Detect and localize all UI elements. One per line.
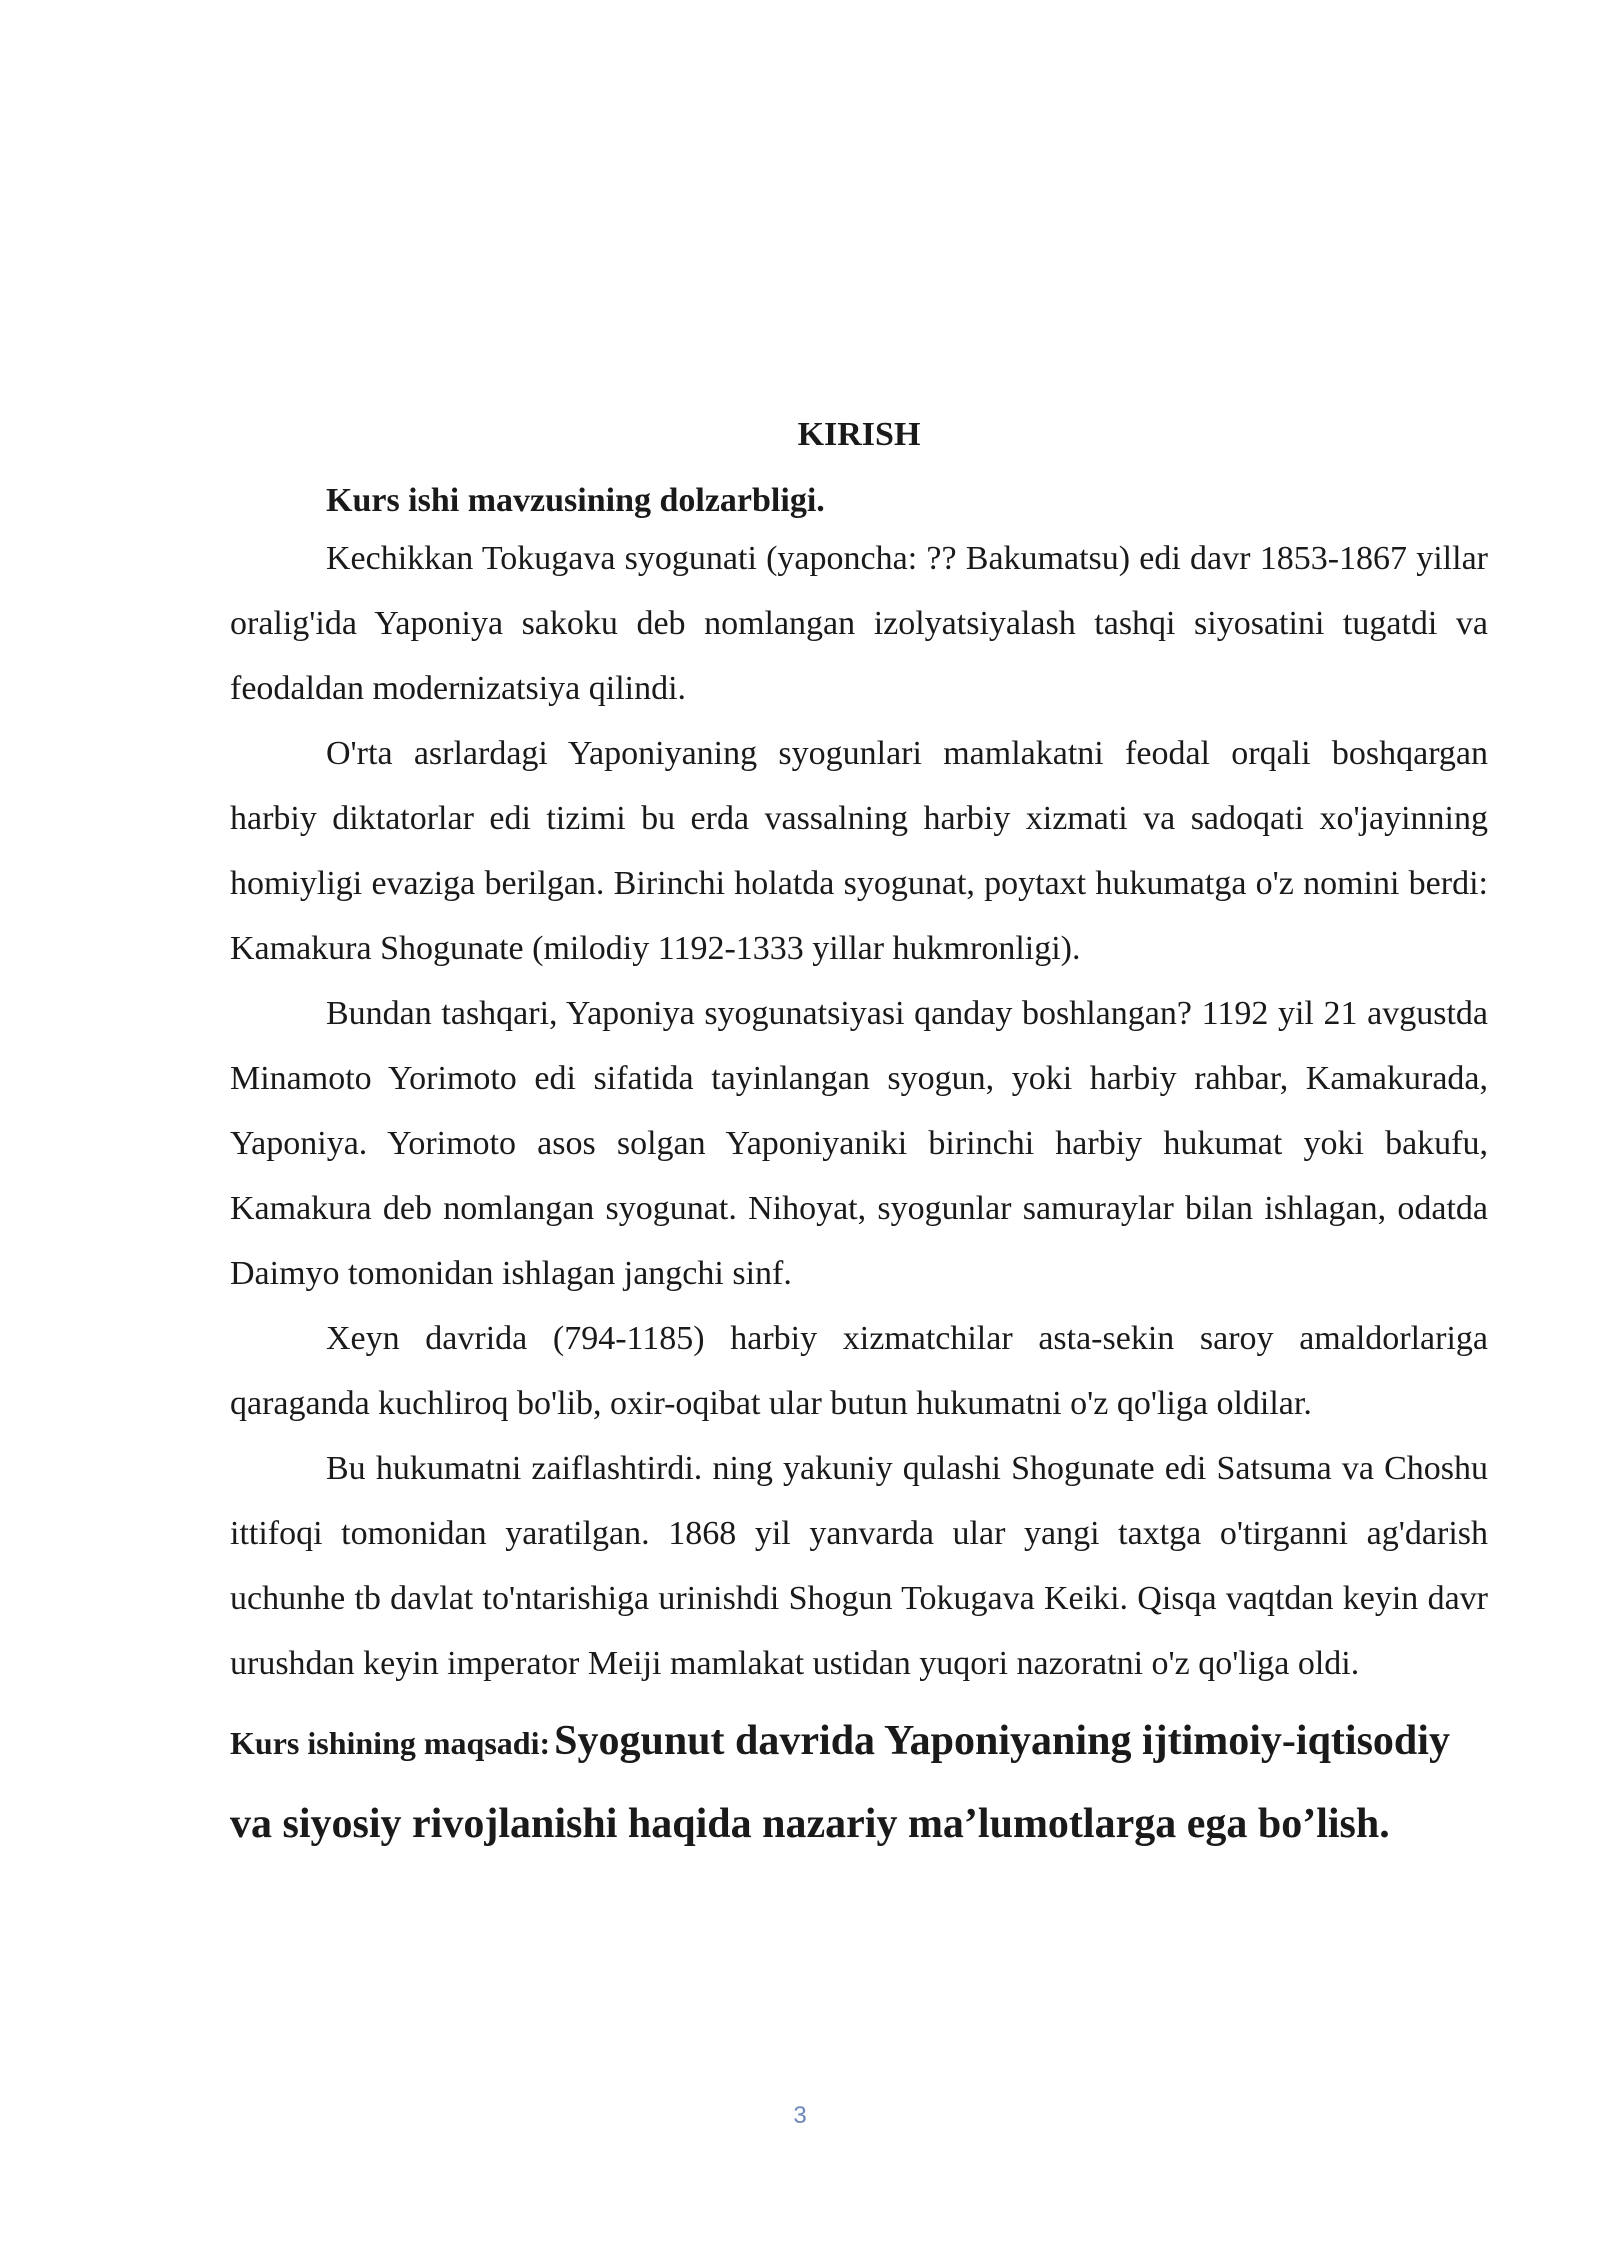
paragraph-5: Bu hukumatni zaiflashtirdi. ning yakuniy qulashi Shogunate edi Satsuma va Choshu ittifoqi tomonidan yaratilgan. 1868 yil yanvarda ular yangi taxtga o'tirganni ag'darish uchunhe tb davlat to'ntarishiga urinishdi Shogun Tokugava Keiki. Qisqa vaqtdan keyin davr urushdan keyin imperator Meiji mamlakat ustidan yuqori nazoratni o'z qo'liga oldi. bbox=[230, 1450, 1488, 1682]
course-goal bbox=[230, 1704, 1488, 1870]
page-number: 3 bbox=[793, 2102, 807, 2129]
goal-text: Syogunut davrida Yaponiyaning ijtimoiy-iqtisodiy va siyosiy rivojlanishi haqida nazariy ma’lumotlarga ega bo’lish. bbox=[230, 1718, 1450, 1847]
paragraph-3: Bundan tashqari, Yaponiya syogunatsiyasi qanday boshlangan? 1192 yil 21 avgustda Minamoto Yorimoto edi sifatida tayinlangan syogun, yoki harbiy rahbar, Kamakurada, Yaponiya. Yorimoto asos solgan Yaponiyaniki birinchi harbiy hukumat yoki bakufu, Kamakura deb nomlangan syogunat. Nihoyat, syogunlar samuraylar bilan ishlagan, odatda Daimyo tomonidan ishlagan jangchi sinf. bbox=[230, 995, 1488, 1292]
section-subheading: Kurs ishi mavzusining dolzarbligi. bbox=[326, 482, 825, 519]
section-title: KIRISH bbox=[797, 416, 921, 453]
page-content bbox=[230, 410, 1488, 1870]
goal-label: Kurs ishining maqsadi: bbox=[230, 1725, 551, 1761]
paragraph-1: Kechikkan Tokugava syogunati (yaponcha: ?? Bakumatsu) edi davr 1853-1867 yillar oralig'ida Yaponiya sakoku deb nomlangan izolyatsiyalash tashqi siyosatini tugatdi va feodaldan modernizatsiya qilindi. bbox=[230, 540, 1488, 707]
paragraph-2: O'rta asrlardagi Yaponiyaning syogunlari mamlakatni feodal orqali boshqargan harbiy diktatorlar edi tizimi bu erda vassalning harbiy xizmati va sadoqati xo'jayinning homiyligi evaziga berilgan. Birinchi holatda syogunat, poytaxt hukumatga o'z nomini berdi: Kamakura Shogunate (milodiy 1192-1333 yillar hukmronligi). bbox=[230, 735, 1488, 967]
paragraph-4: Xeyn davrida (794-1185) harbiy xizmatchilar asta-sekin saroy amaldorlariga qaraganda kuchliroq bo'lib, oxir-oqibat ular butun hukumatni o'z qo'liga oldilar. bbox=[230, 1320, 1488, 1422]
